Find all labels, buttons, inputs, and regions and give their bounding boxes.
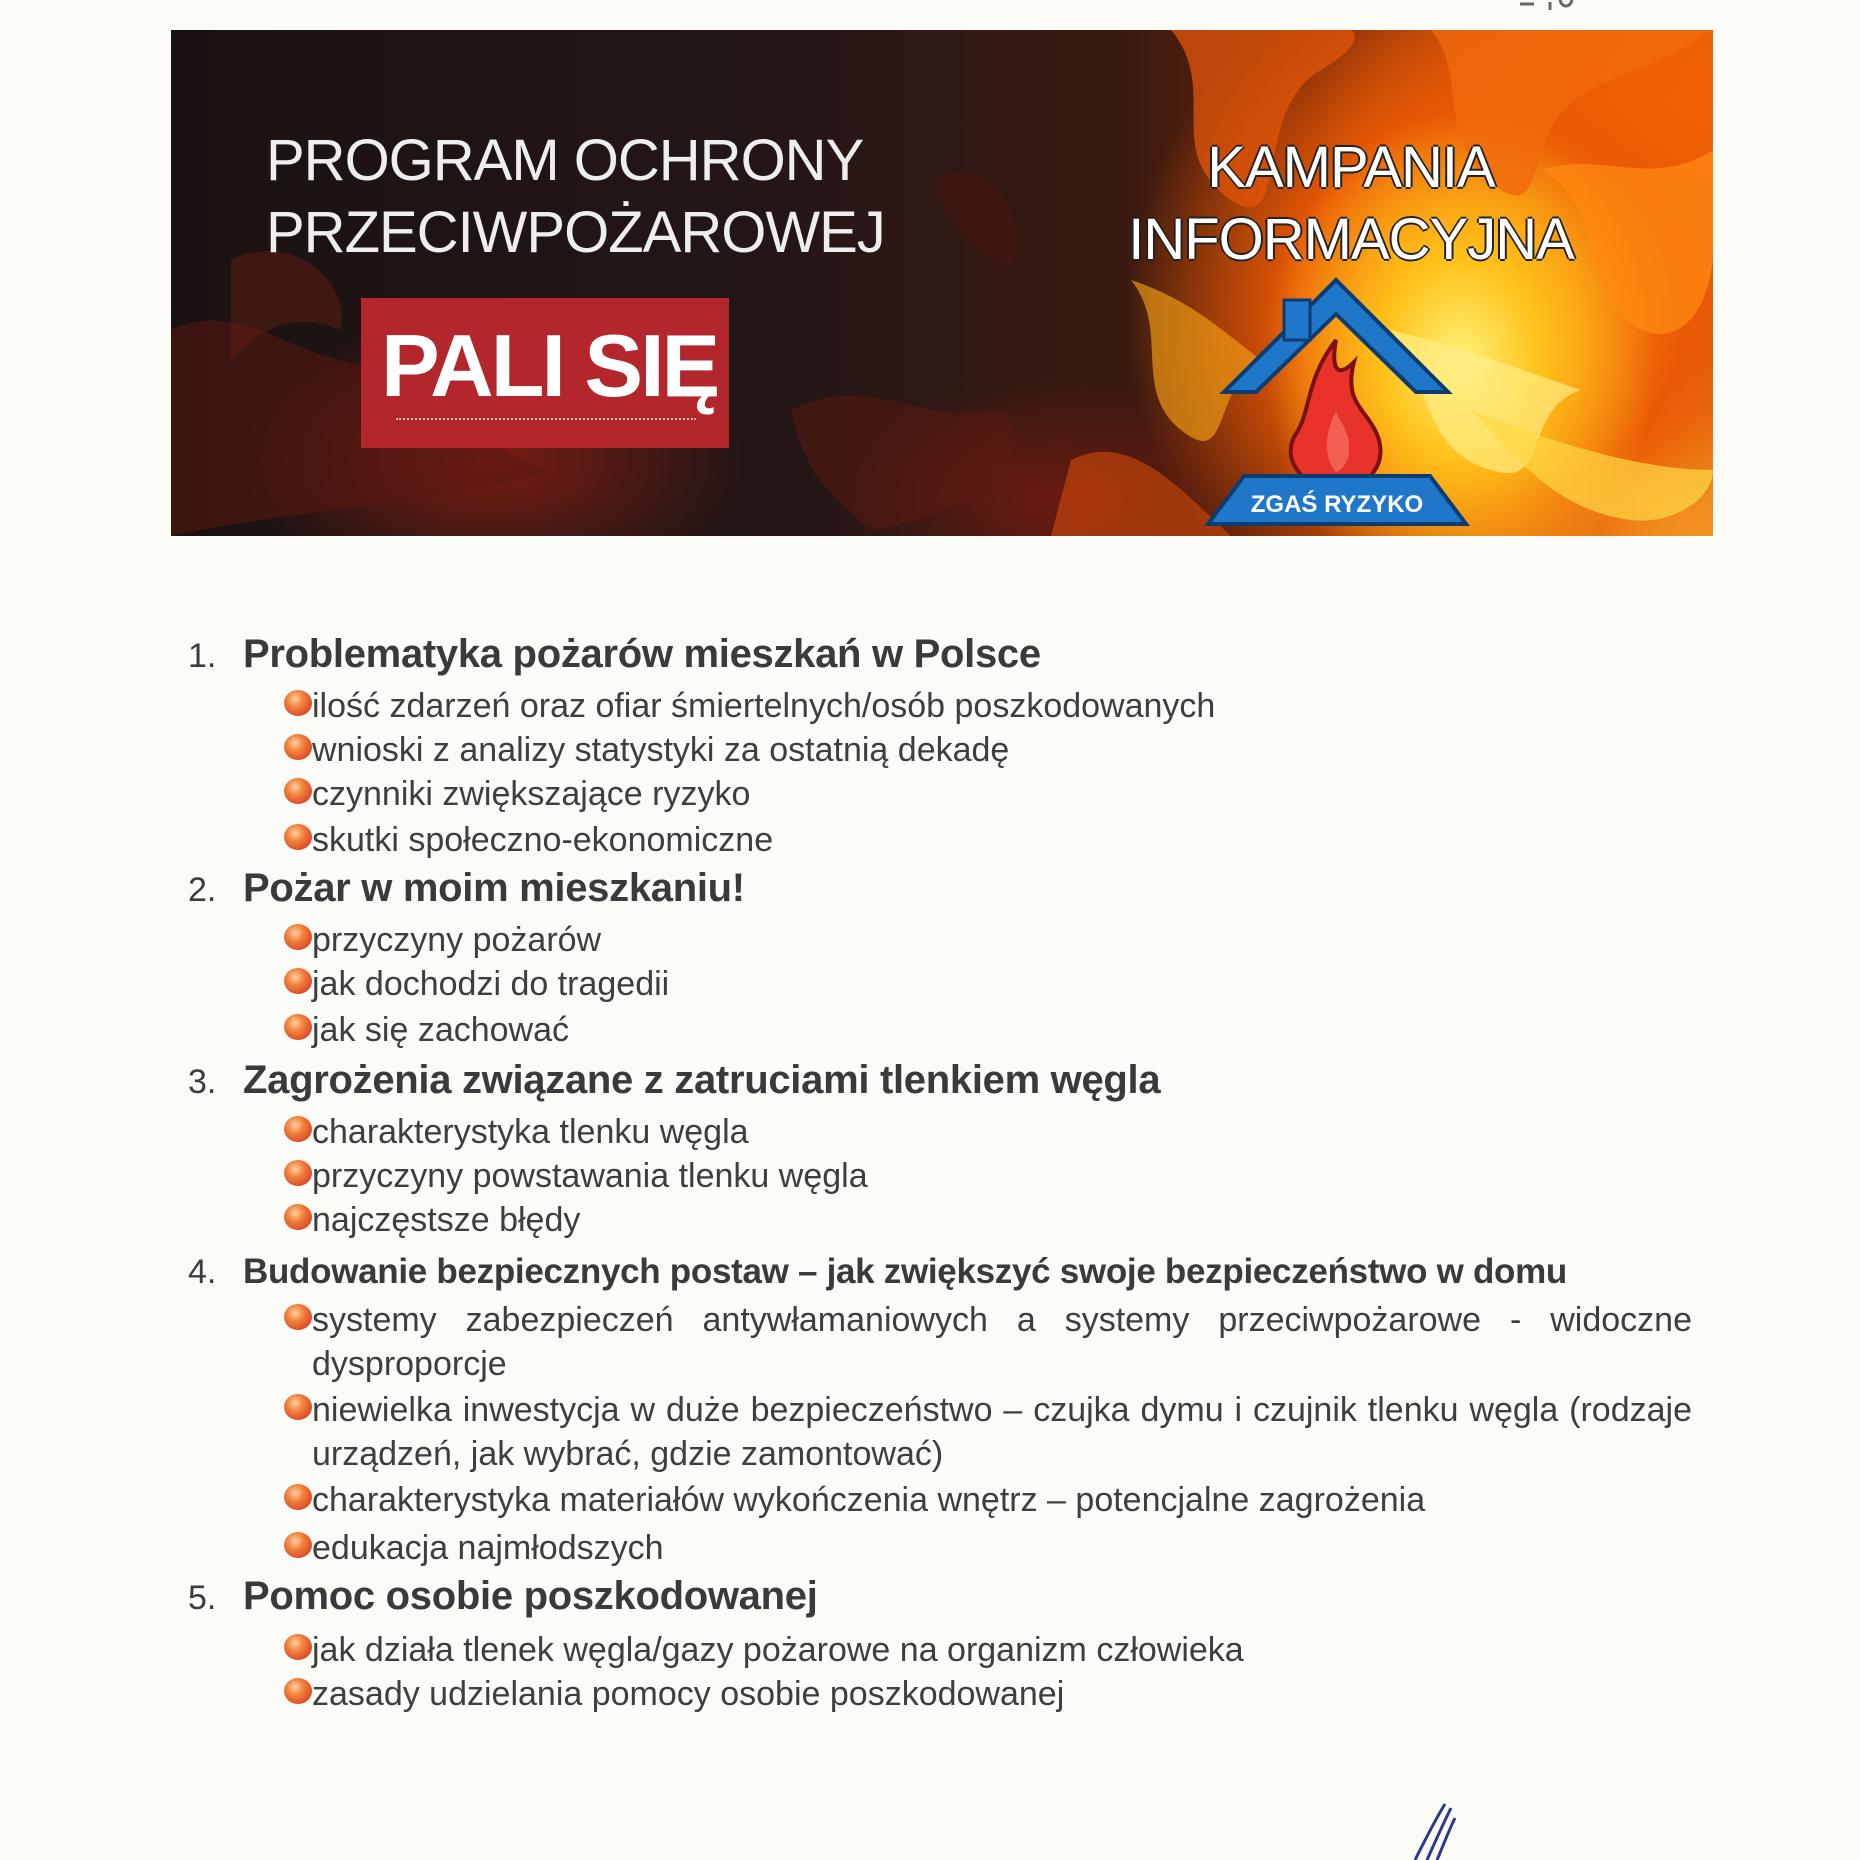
list-item: zasady udzielania pomocy osobie poszkodowanej xyxy=(312,1672,1064,1716)
bullet-icon xyxy=(284,1532,312,1558)
list-item: niewielka inwestycja w duże bezpieczeństwo – czujka dymu i czujnik tlenku węgla (rodzaje urządzeń, jak wybrać, gdzie zamontować) xyxy=(312,1388,1692,1476)
list-item: przyczyny powstawania tlenku węgla xyxy=(312,1154,868,1198)
bullet-icon xyxy=(284,1160,312,1186)
list-item: wnioski z analizy statystyki za ostatnią dekadę xyxy=(312,728,1009,772)
section-title: Pożar w moim mieszkaniu! xyxy=(243,866,745,910)
program-title-line1: PROGRAM OCHRONY xyxy=(266,128,864,193)
bullet-icon xyxy=(284,1304,312,1330)
section-1 xyxy=(188,632,1041,677)
list-item: najczęstsze błędy xyxy=(312,1198,580,1242)
bullet-icon xyxy=(284,1484,312,1510)
fire-background-image xyxy=(171,30,1713,536)
bullet-icon xyxy=(284,1204,312,1230)
list-item: charakterystyka tlenku węgla xyxy=(312,1110,749,1154)
program-title-line2: PRZECIWPOŻAROWEJ xyxy=(266,200,885,265)
list-item: jak dochodzi do tragedii xyxy=(312,962,669,1006)
section-title: Problematyka pożarów mieszkań w Polsce xyxy=(243,632,1041,676)
bullet-icon xyxy=(284,1678,312,1704)
bullet-icon xyxy=(284,778,312,804)
bullet-icon xyxy=(284,1634,312,1660)
bullet-icon xyxy=(284,690,312,716)
pali-sie-text: PALI SIĘ xyxy=(381,316,718,415)
bullet-icon xyxy=(284,924,312,950)
bullet-icon xyxy=(284,968,312,994)
section-3 xyxy=(188,1058,1160,1103)
list-item: jak działa tlenek węgla/gazy pożarowe na organizm człowieka xyxy=(312,1628,1244,1672)
section-2 xyxy=(188,866,745,911)
section-number: 1. xyxy=(188,637,217,675)
campaign-title-line2: INFORMACYJNA xyxy=(1128,207,1574,272)
zgas-ryzyko-logo xyxy=(1204,262,1474,532)
campaign-title xyxy=(1101,132,1601,276)
section-4 xyxy=(188,1252,1567,1292)
section-number: 2. xyxy=(188,871,217,909)
section-title: Pomoc osobie poszkodowanej xyxy=(243,1574,818,1618)
bullet-icon xyxy=(284,824,312,850)
section-title: Budowanie bezpiecznych postaw – jak zwiększyć swoje bezpieczeństwo w domu xyxy=(243,1252,1568,1291)
bullet-icon xyxy=(284,1014,312,1040)
program-title xyxy=(266,125,1086,269)
logo-label: ZGAŚ RYZYKO xyxy=(1250,491,1424,518)
list-item: systemy zabezpieczeń antywłamaniowych a systemy przeciwpożarowe - widoczne dysproporcje xyxy=(312,1298,1692,1386)
signature-stroke xyxy=(1405,1800,1485,1860)
list-item: skutki społeczno-ekonomiczne xyxy=(312,818,773,862)
section-title: Zagrożenia związane z zatruciami tlenkiem węgla xyxy=(243,1058,1161,1102)
section-5 xyxy=(188,1574,818,1619)
pali-sie-subtitle-line xyxy=(396,418,696,426)
list-item: edukacja najmłodszych xyxy=(312,1526,664,1570)
section-number: 5. xyxy=(188,1579,217,1617)
list-item: charakterystyka materiałów wykończenia wnętrz – potencjalne zagrożenia xyxy=(312,1478,1425,1522)
campaign-title-line1: KAMPANIA xyxy=(1207,135,1495,200)
page-mark xyxy=(1500,0,1620,20)
chimney-icon xyxy=(1284,300,1310,340)
bullet-icon xyxy=(284,1116,312,1142)
section-number: 3. xyxy=(188,1063,217,1101)
campaign-banner xyxy=(171,30,1713,536)
list-item: przyczyny pożarów xyxy=(312,918,601,962)
list-item: jak się zachować xyxy=(312,1008,569,1052)
list-item: czynniki zwiększające ryzyko xyxy=(312,772,750,816)
bullet-icon xyxy=(284,734,312,760)
list-item: ilość zdarzeń oraz ofiar śmiertelnych/osób poszkodowanych xyxy=(312,684,1215,728)
pali-sie-logo xyxy=(361,298,729,448)
bullet-icon xyxy=(284,1394,312,1420)
section-number: 4. xyxy=(188,1253,217,1291)
